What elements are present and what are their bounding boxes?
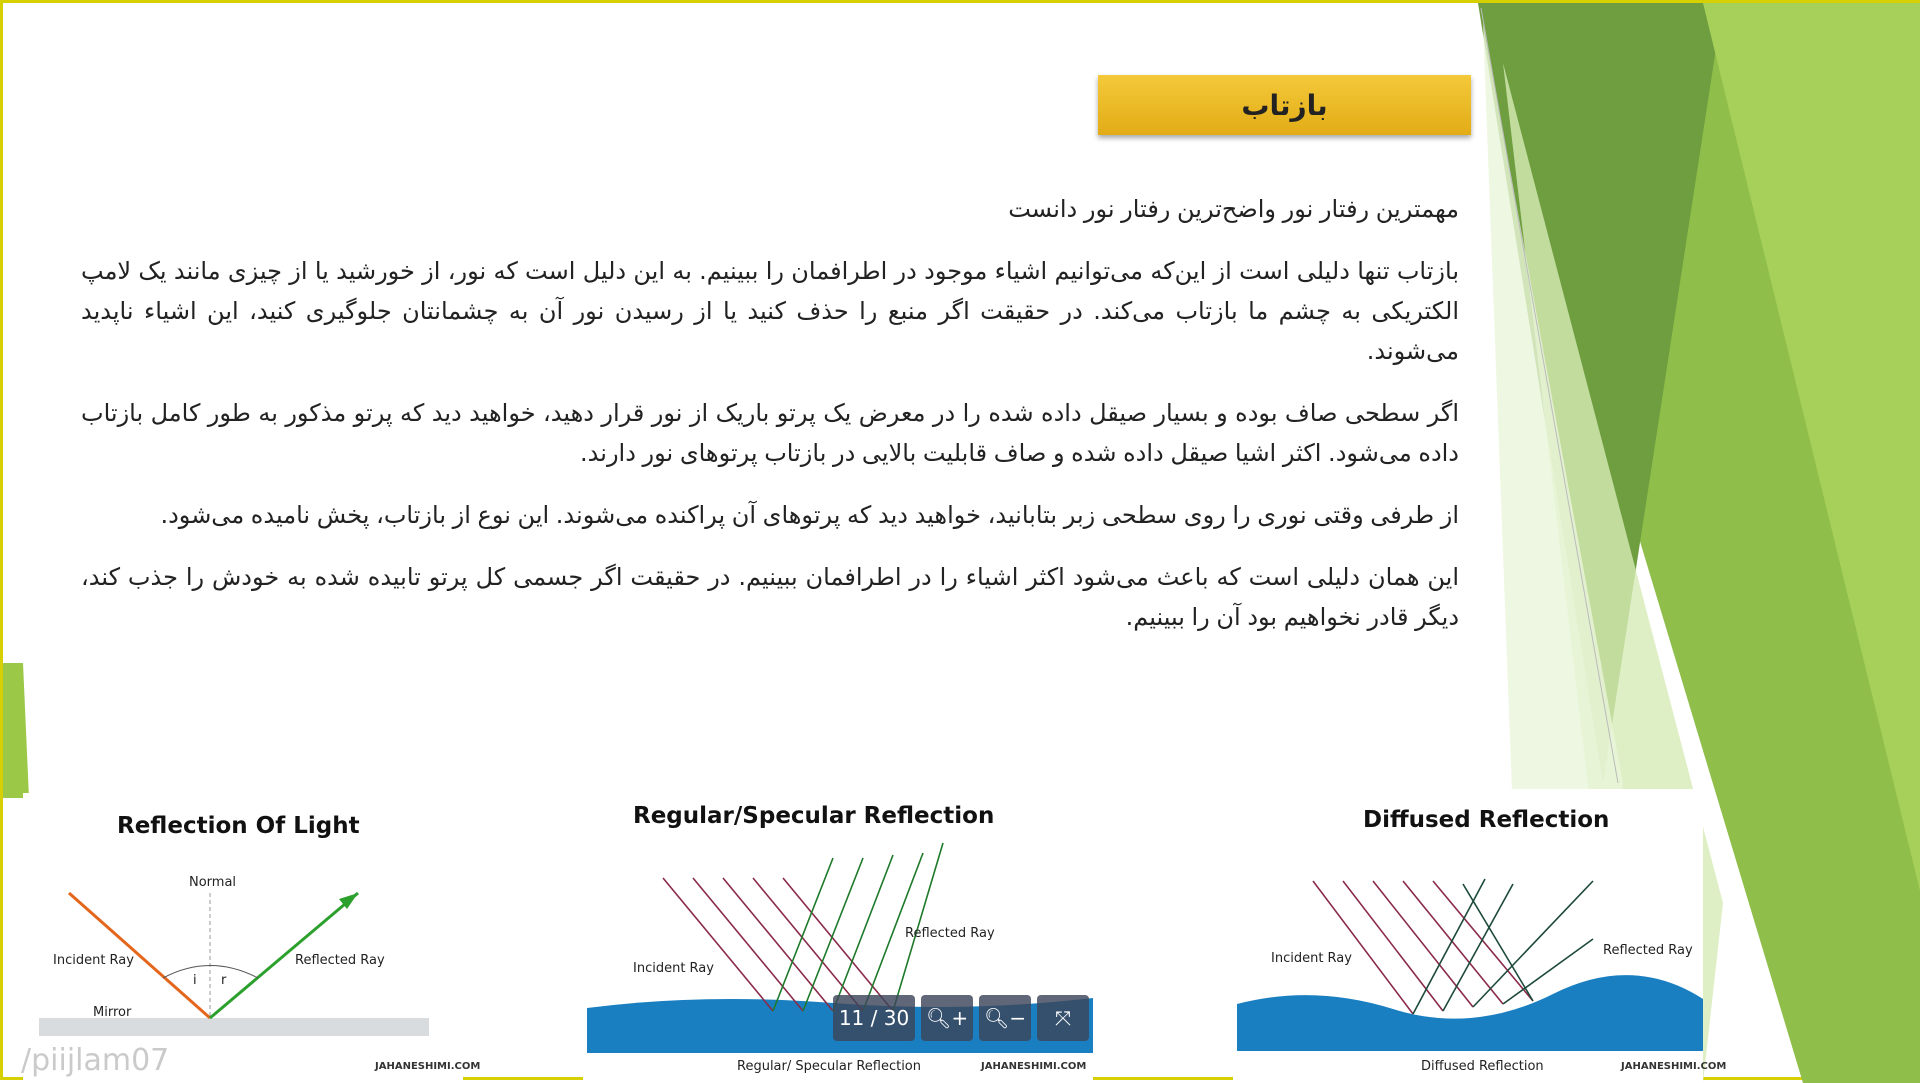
paragraph-1: مهمترین رفتار نور واضح‌ترین رفتار نور دانست [1008,195,1459,223]
figure-title: Diffused Reflection [1363,807,1610,833]
logo: JAHANESHIMI.COM [375,1061,481,1072]
zoom-in-button[interactable] [921,995,973,1041]
mirror-label: Mirror [93,1005,132,1020]
fit-screen-button[interactable] [1037,995,1089,1041]
angle-r-label: r [221,973,227,988]
reflected-ray-label: Reflected Ray [295,953,385,968]
incident-ray-label: Incident Ray [1271,951,1352,966]
diffuse-diagram [1233,789,1703,1083]
watermark: /piijlam07 [21,1043,170,1078]
normal-label: Normal [189,875,237,890]
viewer-toolbar [833,995,1089,1041]
slide-title: بازتاب [1098,75,1471,135]
paragraph-4: از طرفی وقتی نوری را روی سطحی زبر بتابانید، خواهید دید که پرتوهای آن پراکنده می‌شوند. این نوع از بازتاب، پخش نامیده می‌شود. [160,501,1459,529]
angle-i-label: i [193,973,197,988]
reflected-ray-label: Reflected Ray [1603,943,1693,958]
incident-ray-label: Incident Ray [633,961,714,976]
reflection-diagram [23,793,463,1083]
figure-title: Reflection Of Light [117,813,360,839]
slide-body [81,189,1459,637]
logo: JAHANESHIMI.COM [981,1061,1087,1072]
figure-reflection-of-light [23,793,481,1083]
incident-ray-label: Incident Ray [53,953,134,968]
fit-icon: ⤧ [1055,1006,1071,1030]
paragraph-3: اگر سطحی صاف بوده و بسیار صیقل داده شده را در معرض یک پرتو باریک از نور قرار دهید، خواهید دید که پرتو مذکور به طور کامل بازتاب داده می‌شود. اکثر اشیا صیقل داده شده و صاف قابلیت بالایی در بازتاب پرتوهای نور دارند. [81,399,1459,467]
page-indicator: 11 / 30 [833,995,915,1041]
paragraph-2: بازتاب تنها دلیلی است از این‌که می‌توانیم اشیاء موجود در اطرافمان را ببینیم. به این دلیل است که نور، از خورشید یا از چیزی مانند یک لامپ الکتریکی به چشم ما بازتاب می‌کند. در حقیقت اگر منبع را حذف کنید یا از رسیدن نور آن به چشمانتان جلوگیری کنید، این اشیاء ناپدید می‌شوند. [81,257,1459,365]
zoom-out-icon: 🔍︎− [983,1006,1027,1030]
figure-title: Regular/Specular Reflection [633,803,995,829]
figure-caption: Regular/ Specular Reflection [737,1059,921,1074]
figure-caption: Diffused Reflection [1421,1059,1544,1074]
logo: JAHANESHIMI.COM [1621,1061,1727,1072]
zoom-in-icon: 🔍︎+ [925,1006,969,1030]
figure-diffused-reflection [1233,789,1727,1083]
paragraph-5: این همان دلیلی است که باعث می‌شود اکثر اشیاء را در اطرافمان ببینیم. در حقیقت اگر جسمی کل پرتو تابیده شده به خودش را جذب کند، دیگر قادر نخواهیم بود آن را ببینیم. [81,563,1459,631]
zoom-out-button[interactable] [979,995,1031,1041]
reflected-ray-label: Reflected Ray [905,926,995,941]
